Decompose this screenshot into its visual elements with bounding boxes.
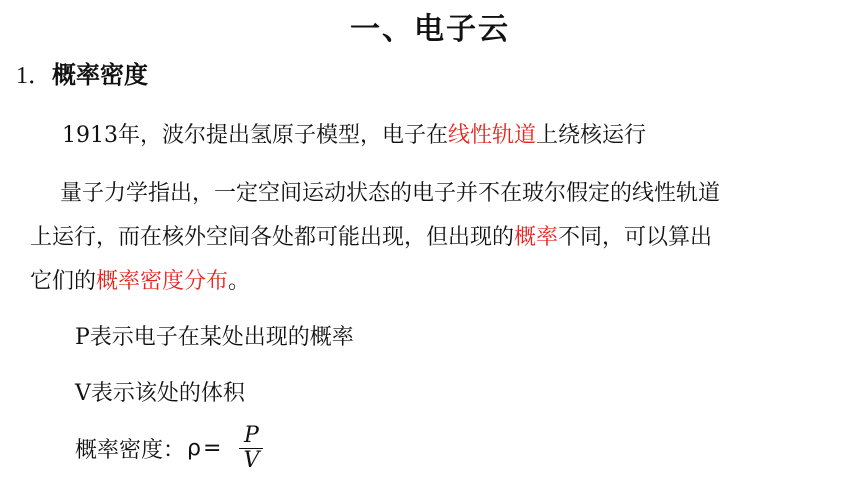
formula-numerator: P: [244, 422, 259, 448]
paragraph1-before: 1913年，波尔提出氢原子模型，电子在: [62, 123, 448, 148]
paragraph2-line2-highlight: 概率: [514, 225, 559, 250]
paragraph-quantum-mechanics: [30, 174, 720, 306]
formula-equals: =: [202, 435, 222, 461]
paragraph2-line2: [30, 218, 720, 262]
p-definition: P表示电子在某处出现的概率: [75, 325, 354, 350]
paragraph1-after: 上绕核运行: [536, 123, 647, 148]
paragraph-bohr-model: [62, 116, 646, 156]
paragraph2-line1: 量子力学指出，一定空间运动状态的电子并不在玻尔假定的线性轨道: [60, 181, 721, 206]
v-definition: V表示该处的体积: [75, 381, 245, 406]
section-number: 1．: [16, 63, 52, 89]
density-formula: [75, 422, 263, 474]
section-heading: [16, 58, 148, 93]
paragraph2-line3: [30, 262, 720, 306]
formula-fraction: [239, 424, 263, 473]
slide-title: 一、电子云: [350, 12, 510, 47]
paragraph2-line2-before: 上运行，而在核外空间各处都可能出现，但出现的: [30, 225, 515, 250]
paragraph1-highlight: 线性轨道: [448, 123, 537, 148]
formula-rho-symbol: ρ: [187, 435, 201, 461]
formula-label: 概率密度：: [75, 437, 186, 463]
paragraph2-line2-after: 不同，可以算出: [558, 225, 713, 250]
paragraph2-line3-after: 。: [228, 269, 251, 294]
paragraph2-line3-highlight: 概率密度分布: [96, 269, 229, 294]
formula-denominator: V: [243, 447, 260, 473]
paragraph2-line3-before: 它们的: [30, 269, 97, 294]
section-text: 概率密度: [52, 61, 148, 89]
